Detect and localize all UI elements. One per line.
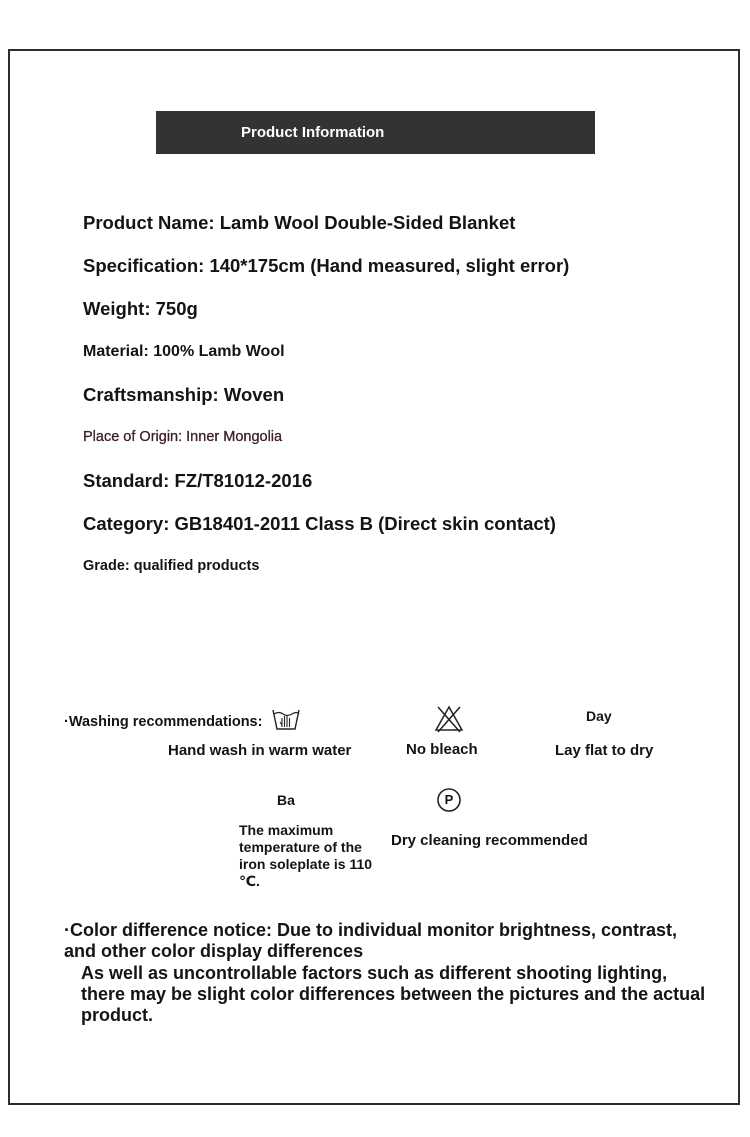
category: Category: GB18401-2011 Class B (Direct skin contact): [83, 513, 556, 534]
place-of-origin: Place of Origin: Inner Mongolia: [83, 429, 283, 445]
notice-line-5: product.: [81, 1005, 153, 1025]
craftsmanship: Craftsmanship: Woven: [83, 384, 285, 405]
specification: Specification: 140*175cm (Hand measured, slight error): [83, 255, 570, 276]
notice-line-1: ·Color difference notice: Due to individual monitor brightness, contrast,: [64, 920, 678, 940]
dry-clean-icon: [436, 787, 462, 813]
dry-clean-text: Dry cleaning recommended: [391, 832, 588, 849]
iron-icon: Ba: [277, 792, 295, 808]
hand-wash-icon: [271, 706, 301, 732]
no-bleach-icon: [434, 704, 464, 734]
weight: Weight: 750g: [83, 298, 198, 319]
lay-flat-text: Lay flat to dry: [555, 742, 654, 759]
lay-flat-icon: Day: [586, 708, 612, 724]
section-title: Product Information: [241, 124, 385, 141]
dry-clean-symbol: P: [444, 792, 454, 807]
notice-line-2: and other color display differences: [64, 941, 364, 961]
material: Material: 100% Lamb Wool: [83, 343, 285, 360]
notice-line-3: As well as uncontrollable factors such as different shooting lighting,: [81, 963, 668, 983]
product-name: Product Name: Lamb Wool Double-Sided Blanket: [83, 212, 516, 233]
hand-wash-text: Hand wash in warm water: [168, 742, 352, 759]
no-bleach-text: No bleach: [406, 741, 478, 758]
section-title-banner: [156, 111, 595, 154]
standard: Standard: FZ/T81012-2016: [83, 470, 313, 491]
grade: Grade: qualified products: [83, 558, 260, 574]
iron-temperature-text: The maximum temperature of the iron soleplate is 110 ℃.: [239, 822, 373, 889]
notice-line-4: there may be slight color differences between the pictures and the actual: [81, 984, 706, 1004]
washing-label: ·Washing recommendations:: [64, 714, 263, 730]
